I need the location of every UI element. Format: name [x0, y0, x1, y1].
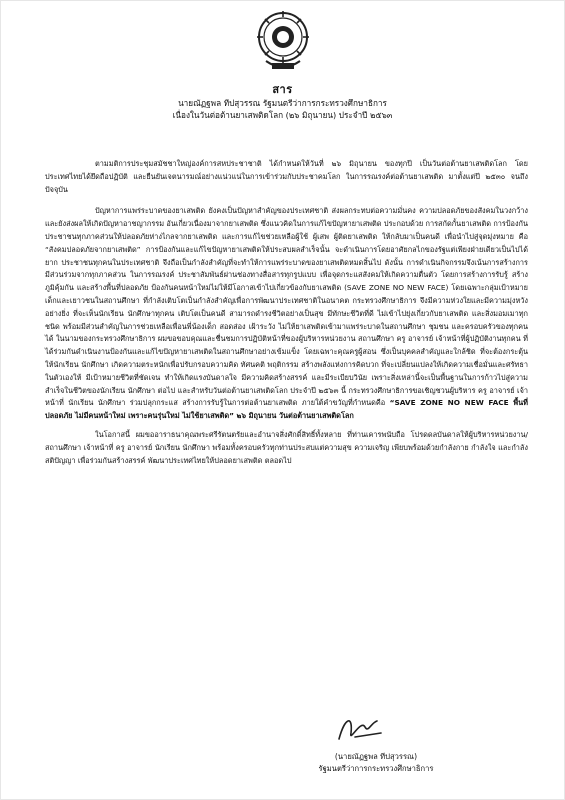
letter-title: สาร — [272, 83, 293, 96]
paragraph-1: ตามมติการประชุมสมัชชาใหญ่องค์การสหประชาชาติ ได้กำหนดให้วันที่ ๒๖ มิถุนายน ของทุกปี เป็นวันต่อต้านยาเสพติดโลก โดยประเทศไทยได้ยึดถือปฏิบัติ และยืนยันเจตนารมณ์อย่างแน่วแน่ในการเข้าร่วมกับประชาคมโลก ในการรณรงค์ต่อต้านยาเสพติด มาตั้งแต่ปี ๒๕๓๐ จนถึงปัจจุบัน — [45, 159, 528, 194]
paragraph-3: ในโอกาสนี้ ผมขออาราธนาคุณพระศรีรัตนตรัยและอำนาจสิ่งศักดิ์สิทธิ์ทั้งหลาย ที่ท่านเคารพนับถือ โปรดดลบันดาลให้ผู้บริหารหน่วยงาน/สถานศึกษา เจ้าหน้าที่ ครู อาจารย์ นักเรียน นักศึกษา พร้อมทั้งครอบครัวทุกท่านประสบแต่ความสุข ความเจริญ เพียบพร้อมด้วยกำลังกาย กำลังใจ และกำลังสติปัญญา เพื่อร่วมกันสร้างสรรค์ พัฒนาประเทศไทยให้ปลอดยาเสพติด ตลอดไป — [45, 429, 528, 465]
occasion-line: เนื่องในวันต่อต้านยาเสพติดโลก (๒๖ มิถุนายน) ประจำปี ๒๕๖๓ — [172, 110, 393, 120]
letter-body — [45, 158, 528, 473]
slogan-text: “SAVE ZONE NO NEW FACE พื้นที่ปลอดภัย ไม่มีคนหน้าใหม่ เพราะคนรุ่นใหม่ ไม่ใช้ยาเสพติด” — [45, 398, 528, 421]
letter-header — [41, 83, 524, 121]
paragraph-2 — [45, 205, 528, 423]
handwritten-signature — [331, 709, 391, 749]
paragraph-2-text: ปัญหาการแพร่ระบาดของยาเสพติด ยังคงเป็นปัญหาสำคัญของประเทศชาติ ส่งผลกระทบต่อความมั่นคง ความปลอดภัยของสังคมในวงกว้าง และยังส่งผลให้เกิดปัญหาอาชญากรรม อันเกี่ยวเนื่องมาจากยาเสพติด ซึ่งแนวคิดในการแก้ไขปัญหายาเสพติด ประกอบด้วย การสกัดกั้นยาเสพติด การป้องกันประชาชนทุกภาคส่วนให้ปลอดภัยห่างไกลจากยาเสพติด และการแก้ไขช่วยเหลือผู้ใช้ ผู้เสพ ผู้ติดยาเสพติด ให้กลับมาเป็นคนดี เพื่อนำไปสู่จุดมุ่งหมาย คือ “สังคมปลอดภัยจากยาเสพติด” การป้องกันและแก้ไขปัญหายาเสพติดให้ประสบผลสำเร็จนั้น จะดำเนินการโดยอาศัยกลไกของรัฐแต่เพียงฝ่ายเดียวเป็นไปได้ยาก ประชาชนทุกคนในประเทศชาติ จึงถือเป็นกำลังสำคัญที่จะทำให้การแพร่ระบาดของยาเสพติดหมดสิ้นไป ดังนั้น การดำเนินกิจกรรมจึงเน้นการสร้างการมีส่วนร่วมจากทุกภาคส่วน ในการรณรงค์ ประชาสัมพันธ์ผ่านช่องทางสื่อสารทุกรูปแบบ เพื่อจุดกระแสสังคมให้เกิดความตื่นตัว โดยการสร้างการรับรู้ สร้างภูมิคุ้มกัน และสร้างพื้นที่ปลอดภัย ป้องกันคนหน้าใหม่ไม่ให้มีโอกาสเข้าไปเกี่ยวข้องกับยาเสพติด (SAVE ZONE NO NEW FACE) โดยเฉพาะกลุ่มเป้าหมายเด็กและเยาวชนในสถานศึกษา ที่กำลังเติบโตเป็นกำลังสำคัญเพื่อการพัฒนาประเทศชาติในอนาคต กระทรวงศึกษาธิการ จึงมีความห่วงใยและมีความมุ่งหวังอย่างยิ่ง ที่จะเห็นนักเรียน นักศึกษาทุกคน เติบโตเป็นคนดี สามารถดำรงชีวิตอย่างเป็นสุข มีทักษะชีวิตที่ดี ไม่เข้าไปยุ่งเกี่ยวกับยาเสพติด และสิ่งมอมเมาทุกชนิด พร้อมมีส่วนสำคัญในการช่วยเหลือเพื่อนพี่น้องเด็ก สอดส่อง เฝ้าระวัง ไม่ให้ยาเสพติดเข้ามาแพร่ระบาดในสถานศึกษา ชุมชน และครอบครัวของทุกคนได้ ในนามของกระทรวงศึกษาธิการ ผมขอขอบคุณและชื่นชมการปฏิบัติหน้าที่ของผู้บริหารหน่วยงาน สถานศึกษา ครู อาจารย์ เจ้าหน้าที่ผู้ปฏิบัติงานทุกคน ที่ได้ร่วมกันดำเนินงานป้องกันและแก้ไขปัญหายาเสพติดในสถานศึกษาอย่างเข้มแข็ง โดยเฉพาะคุณครูผู้สอน ซึ่งเป็นบุคคลสำคัญและใกล้ชิด ที่จะต้องกระตุ้นให้นักเรียน นักศึกษา เกิดความตระหนักเพื่อปรับกรอบความคิด ทัศนคติ พฤติกรรม สร้างพลังแห่งการคิดบวก ที่จะเปลี่ยนแปลงให้เกิดความเชื่อมั่นและศรัทธาในตัวเองให้ มีเป้าหมายชีวิตที่ชัดเจน ทำให้เกิดแรงบันดาลใจ มีความคิดสร้างสรรค์ และมีระเบียบวินัย เพราะสิ่งเหล่านี้จะเป็นพื้นฐานในการก้าวไปสู่ความสำเร็จในชีวิตของนักเรียน นักศึกษา ต่อไป และสำหรับวันต่อต้านยาเสพติดโลก ประจำปี ๒๕๖๓ นี้ กระทรวงศึกษาธิการขอเชิญชวนผู้บริหาร ครู อาจารย์ เจ้าหน้าที่ นักเรียน นักศึกษา ร่วมปลุกกระแส สร้างการรับรู้ในการต่อต้านยาเสพติด ภายใต้คำขวัญที่กำหนดคือ — [45, 206, 528, 408]
slogan-date: ๒๖ มิถุนายน วันต่อต้านยาเสพติดโลก — [233, 411, 354, 421]
ministry-emblem-icon — [254, 9, 312, 73]
signatory-name: (นายณัฏฐพล ทีปสุวรรณ) — [334, 752, 418, 761]
signatory-position: รัฐมนตรีว่าการกระทรวงศึกษาธิการ — [318, 764, 434, 773]
signature-block — [281, 751, 471, 775]
author-line: นายณัฏฐพล ทีปสุวรรณ รัฐมนตรีว่าการกระทรวงศึกษาธิการ — [178, 98, 387, 108]
